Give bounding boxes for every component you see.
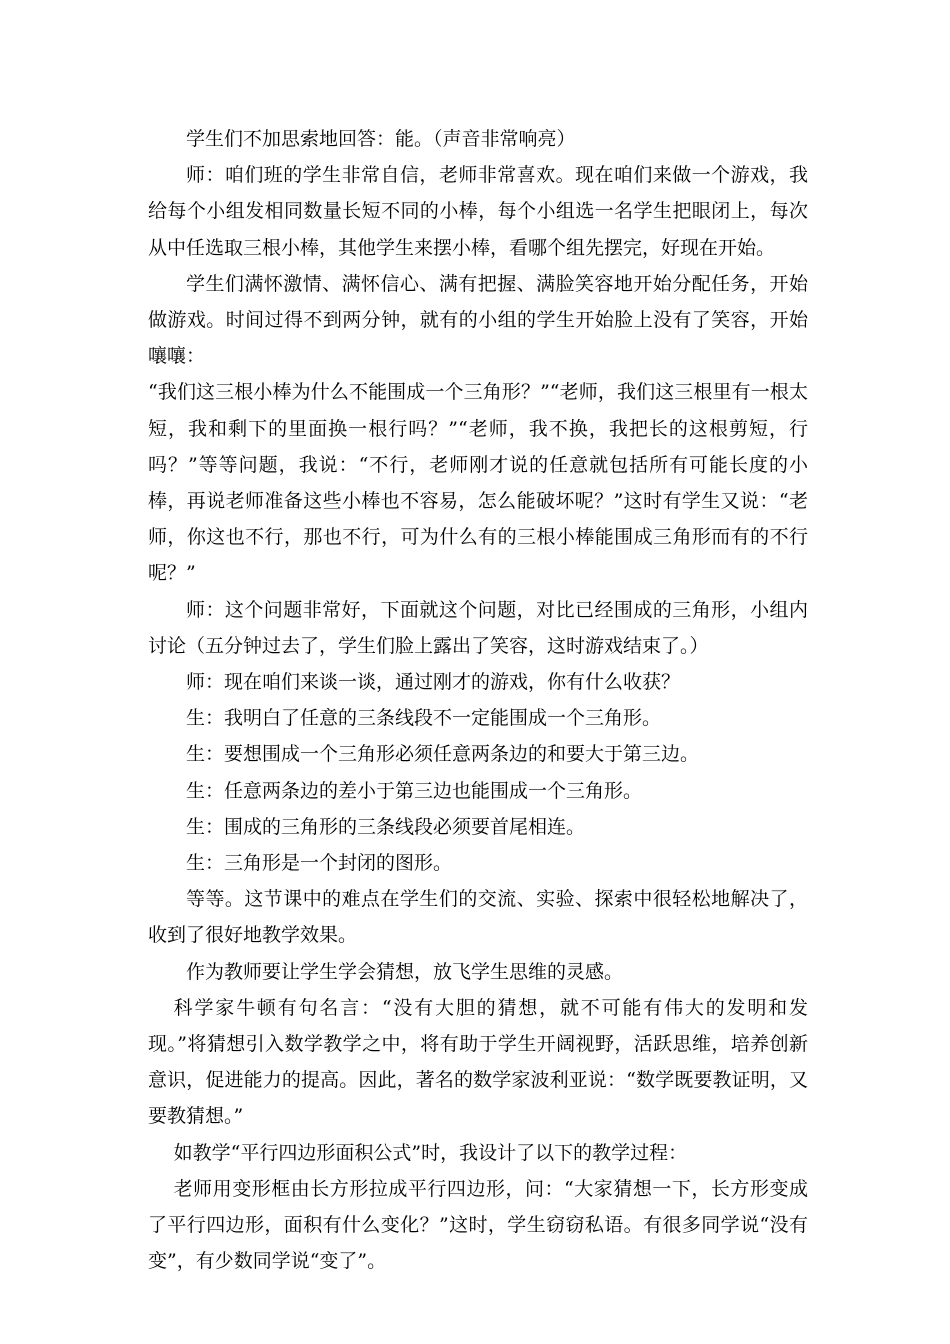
paragraph: 师：现在咱们来谈一谈，通过刚才的游戏，你有什么收获？	[186, 671, 681, 694]
document-body	[148, 121, 808, 1280]
paragraph: 生：围成的三角形的三条线段必须要首尾相连。	[186, 815, 586, 838]
paragraph: “我们这三根小棒为什么不能围成一个三角形？”“老师，我们这三根里有一根太短，我和剩下的里面换一根行吗？”“老师，我不换，我把长的这根剪短，行吗？”等等问题，我说：“不行，老师刚才说的任意就包括所有可能长度的小棒，再说老师准备这些小棒也不容易，怎么能破坏呢？”这时有学生又说：“老师，你这也不行，那也不行，可为什么有的三根小棒能围成三角形而有的不行呢？”	[148, 381, 808, 585]
paragraph: 师：咱们班的学生非常自信，老师非常喜欢。现在咱们来做一个游戏，我给每个小组发相同数量长短不同的小棒，每个小组选一名学生把眼闭上，每次从中任选取三根小棒，其他学生来摆小棒，看哪个组先摆完，好现在开始。	[148, 164, 808, 259]
paragraph: 生：任意两条边的差小于第三边也能围成一个三角形。	[186, 779, 643, 802]
paragraph: 老师用变形框由长方形拉成平行四边形，问：“大家猜想一下，长方形变成了平行四边形，面积有什么变化？”这时，学生窃窃私语。有很多同学说“没有变”，有少数同学说“变了”。	[148, 1177, 808, 1273]
paragraph: 学生们不加思索地回答：能。（声音非常响亮）	[186, 128, 576, 150]
paragraph: 如教学“平行四边形面积公式”时，我设计了以下的教学过程：	[173, 1141, 688, 1164]
paragraph: 作为教师要让学生学会猜想，放飞学生思维的灵感。	[186, 960, 624, 983]
paragraph: 学生们满怀激情、满怀信心、满有把握、满脸笑容地开始分配任务，开始做游戏。时间过得不到两分钟，就有的小组的学生开始脸上没有了笑容，开始嚷嚷：	[148, 272, 808, 368]
paragraph: 生：我明白了任意的三条线段不一定能围成一个三角形。	[186, 707, 662, 730]
paragraph: 等等。这节课中的难点在学生们的交流、实验、探索中很轻松地解决了，收到了很好地教学效果。	[148, 888, 808, 947]
paragraph: 师：这个问题非常好，下面就这个问题，对比已经围成的三角形，小组内讨论（五分钟过去了，学生们脸上露出了笑容，这时游戏结束了。）	[148, 598, 808, 657]
paragraph: 科学家牛顿有句名言：“没有大胆的猜想，就不可能有伟大的发明和发现。”将猜想引入数学教学之中，将有助于学生开阔视野，活跃思维，培养创新意识，促进能力的提高。因此，著名的数学家波利亚说：“数学既要教证明，又要教猜想。”	[148, 996, 808, 1128]
paragraph: 生：三角形是一个封闭的图形。	[186, 852, 453, 875]
paragraph: 生：要想围成一个三角形必须任意两条边的和要大于第三边。	[186, 743, 700, 766]
